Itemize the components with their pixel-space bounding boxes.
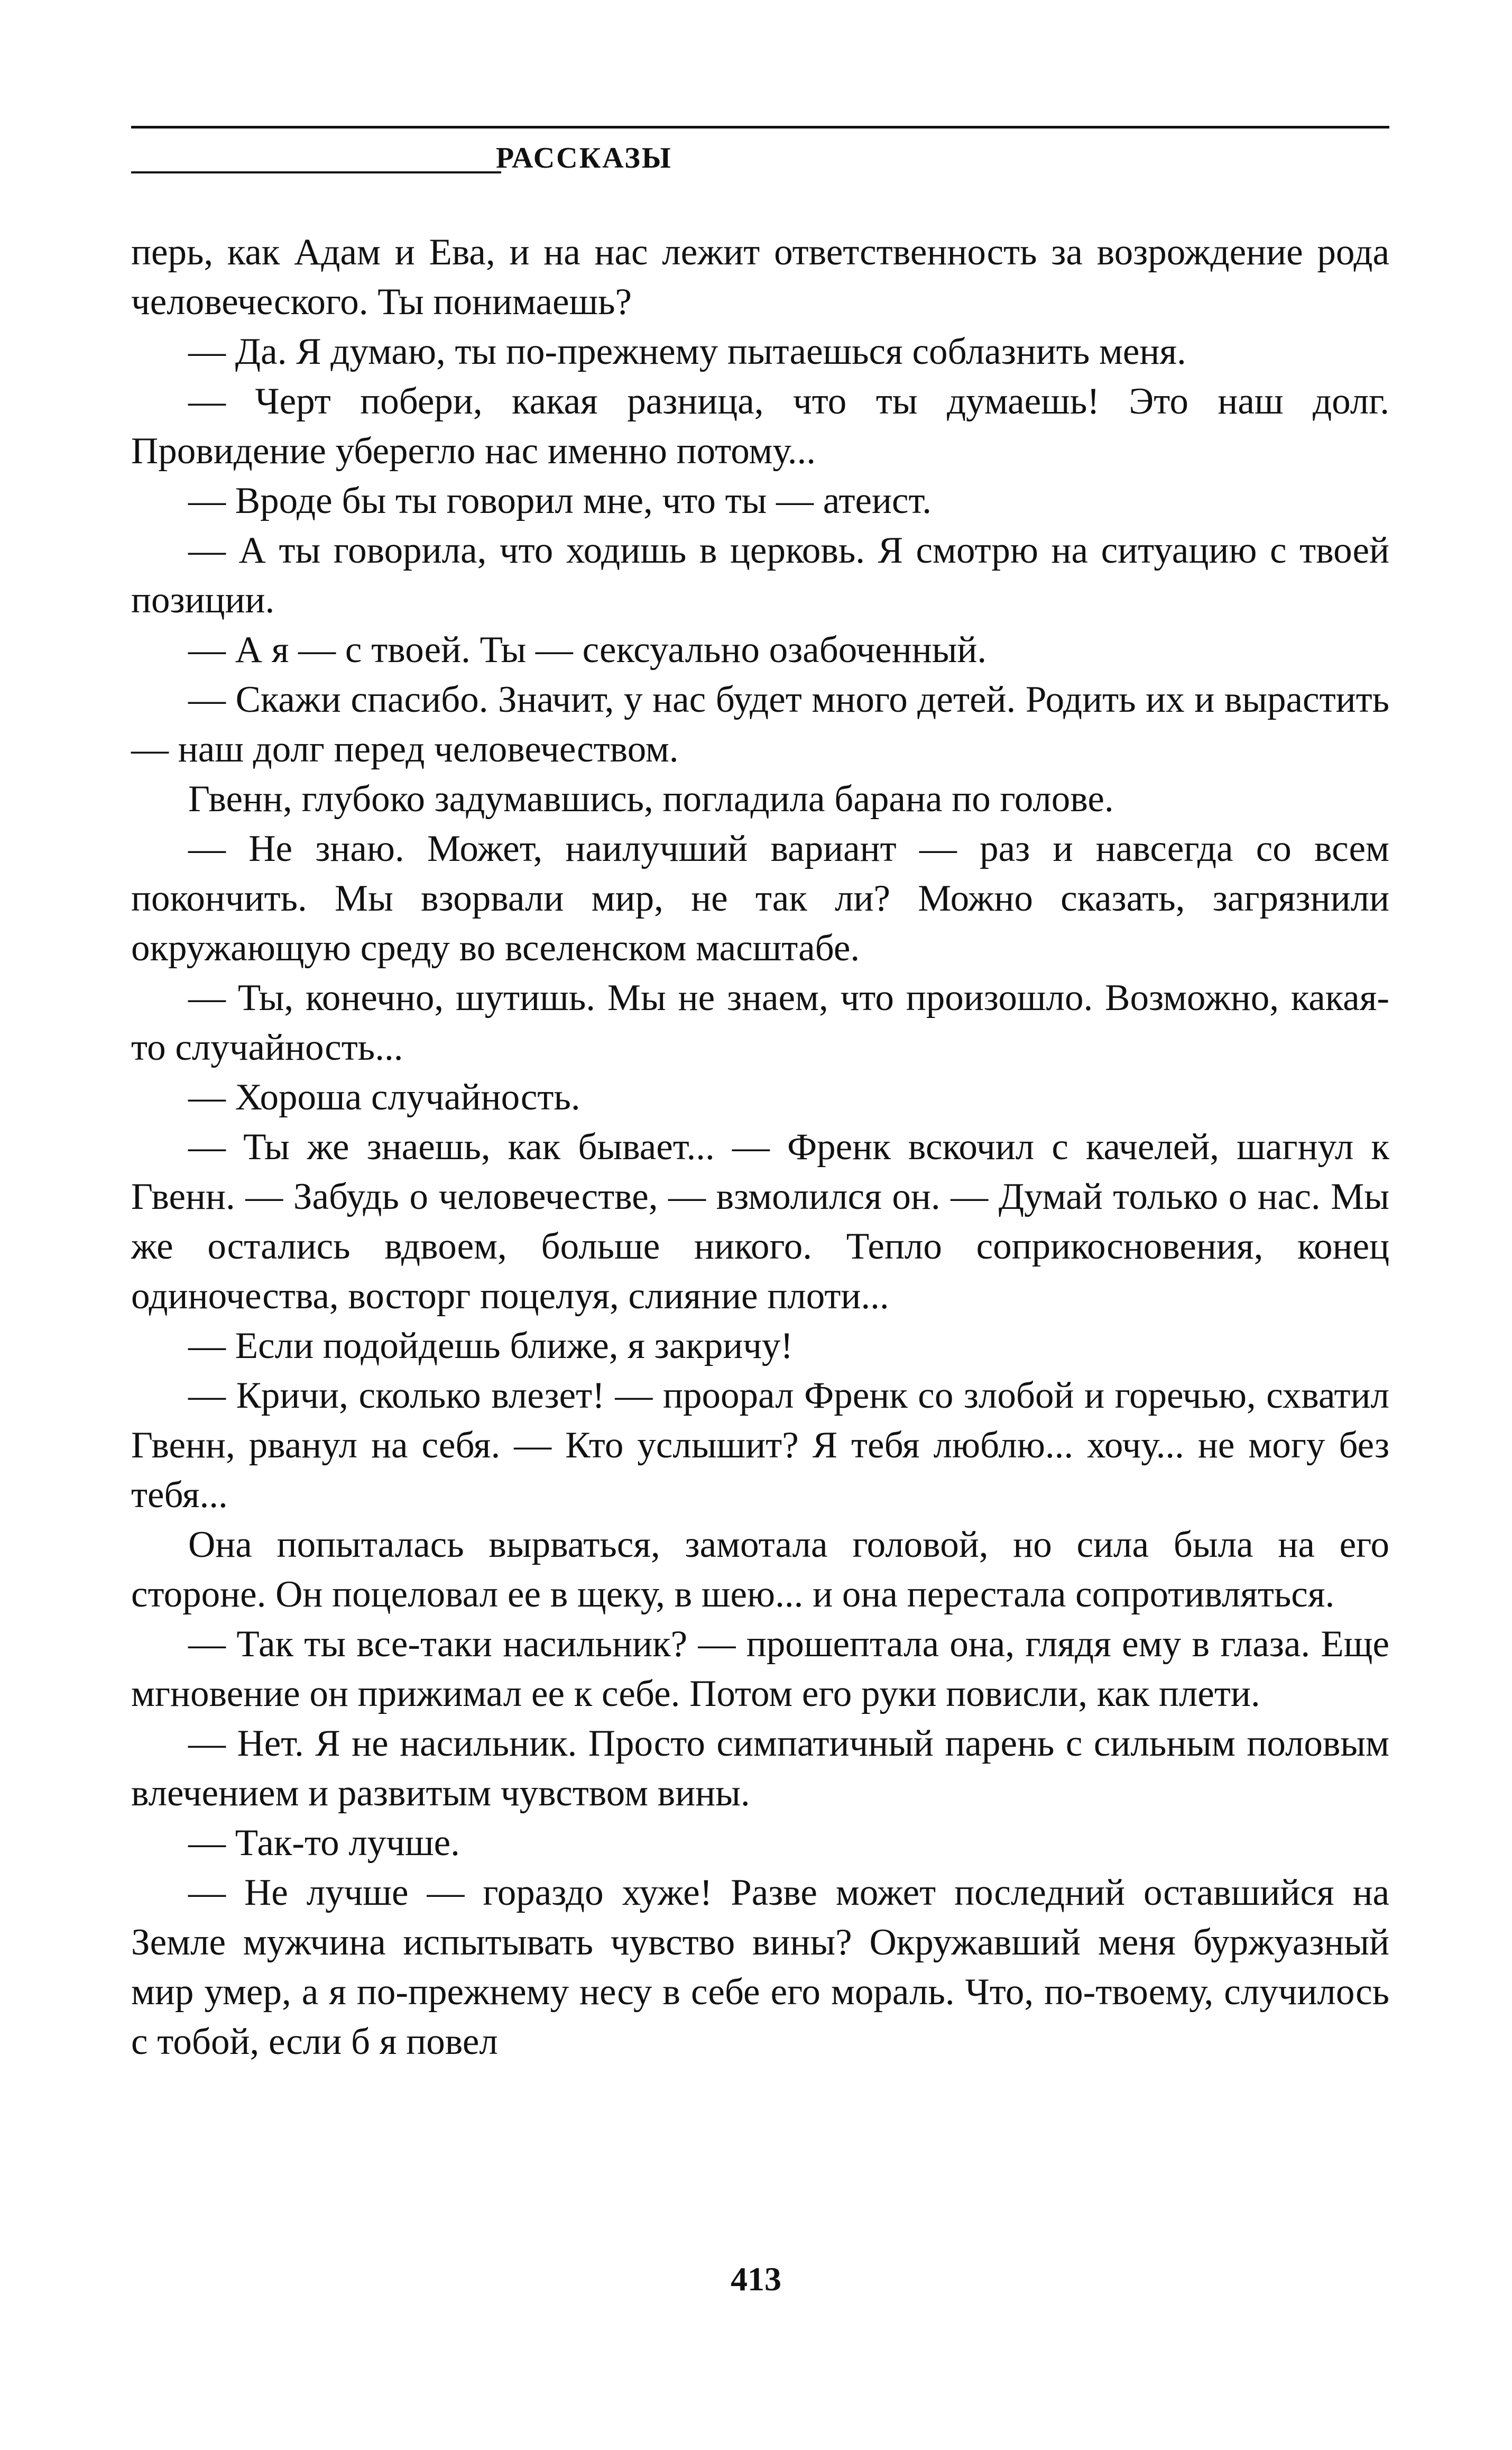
paragraph: — Ты же знаешь, как бывает... — Френк вскочил с качелей, шагнул к Гвенн. — Забудь о человечестве, — взмолился он. — Думай только о нас. Мы же остались вдвоем, больше никого. Тепло соприкосновения, конец одиночества, восторг поцелуя, слияние плоти... (131, 1126, 1389, 1317)
paragraph: — А ты говорила, что ходишь в церковь. Я смотрю на ситуацию с твоей позиции. (131, 530, 1389, 621)
paragraph: — Не знаю. Может, наилучший вариант — раз и навсегда со всем покончить. Мы взорвали мир, не так ли? Можно сказать, загрязнили окружающую среду во вселенском масштабе. (131, 828, 1389, 969)
page-number: 413 (731, 2260, 781, 2298)
paragraph: — Нет. Я не насильник. Просто симпатичный парень с сильным половым влечением и развитым чувством вины. (131, 1723, 1389, 1814)
paragraph: — Вроде бы ты говорил мне, что ты — атеист. (188, 480, 932, 521)
paragraph: Гвенн, глубоко задумавшись, погладила барана по голове. (188, 778, 1114, 820)
paragraph: перь, как Адам и Ева, и на нас лежит ответственность за возрождение рода человеческого. Ты понимаешь? (131, 232, 1389, 323)
paragraph: — Кричи, сколько влезет! — проорал Френк со злобой и горечью, схватил Гвенн, рванул на себя. — Кто услышит? Я тебя люблю... хочу... не могу без тебя... (131, 1375, 1389, 1516)
paragraph: — Ты, конечно, шутишь. Мы не знаем, что произошло. Возможно, какая-то случайность... (131, 977, 1389, 1068)
paragraph: — Так-то лучше. (188, 1822, 460, 1864)
paragraph: — Не лучше — гораздо хуже! Разве может последний оставшийся на Земле мужчина испытывать чувство вины? Окружавший меня буржуазный мир умер, а я по-прежнему несу в себе его мораль. Что, по-твоему, случилось с тобой, если б я повел (131, 1872, 1389, 2062)
body-text (131, 227, 1389, 2067)
paragraph: — Так ты все-таки насильник? — прошептала она, глядя ему в глаза. Еще мгновение он прижимал ее к себе. Потом его руки повисли, как плети. (131, 1623, 1389, 1714)
paragraph: — Скажи спасибо. Значит, у нас будет много детей. Родить их и вырастить — наш долг перед человечеством. (131, 679, 1389, 770)
paragraph: — Да. Я думаю, ты по-прежнему пытаешься соблазнить меня. (188, 331, 1186, 372)
running-head (131, 139, 1389, 181)
paragraph: — Хороша случайность. (188, 1077, 580, 1118)
running-head-rule (131, 171, 501, 173)
paragraph: Она попыталась вырваться, замотала головой, но сила была на его стороне. Он поцеловал ее в щеку, в шею... и она перестала сопротивляться. (131, 1524, 1389, 1615)
paragraph: — Черт побери, какая разница, что ты думаешь! Это наш долг. Провидение уберегло нас именно потому... (131, 381, 1389, 472)
running-head-title: РАССКАЗЫ (496, 142, 672, 175)
top-rule (131, 126, 1389, 129)
paragraph: — Если подойдешь ближе, я закричу! (188, 1325, 794, 1366)
paragraph: — А я — с твоей. Ты — сексуально озабоченный. (188, 629, 987, 671)
